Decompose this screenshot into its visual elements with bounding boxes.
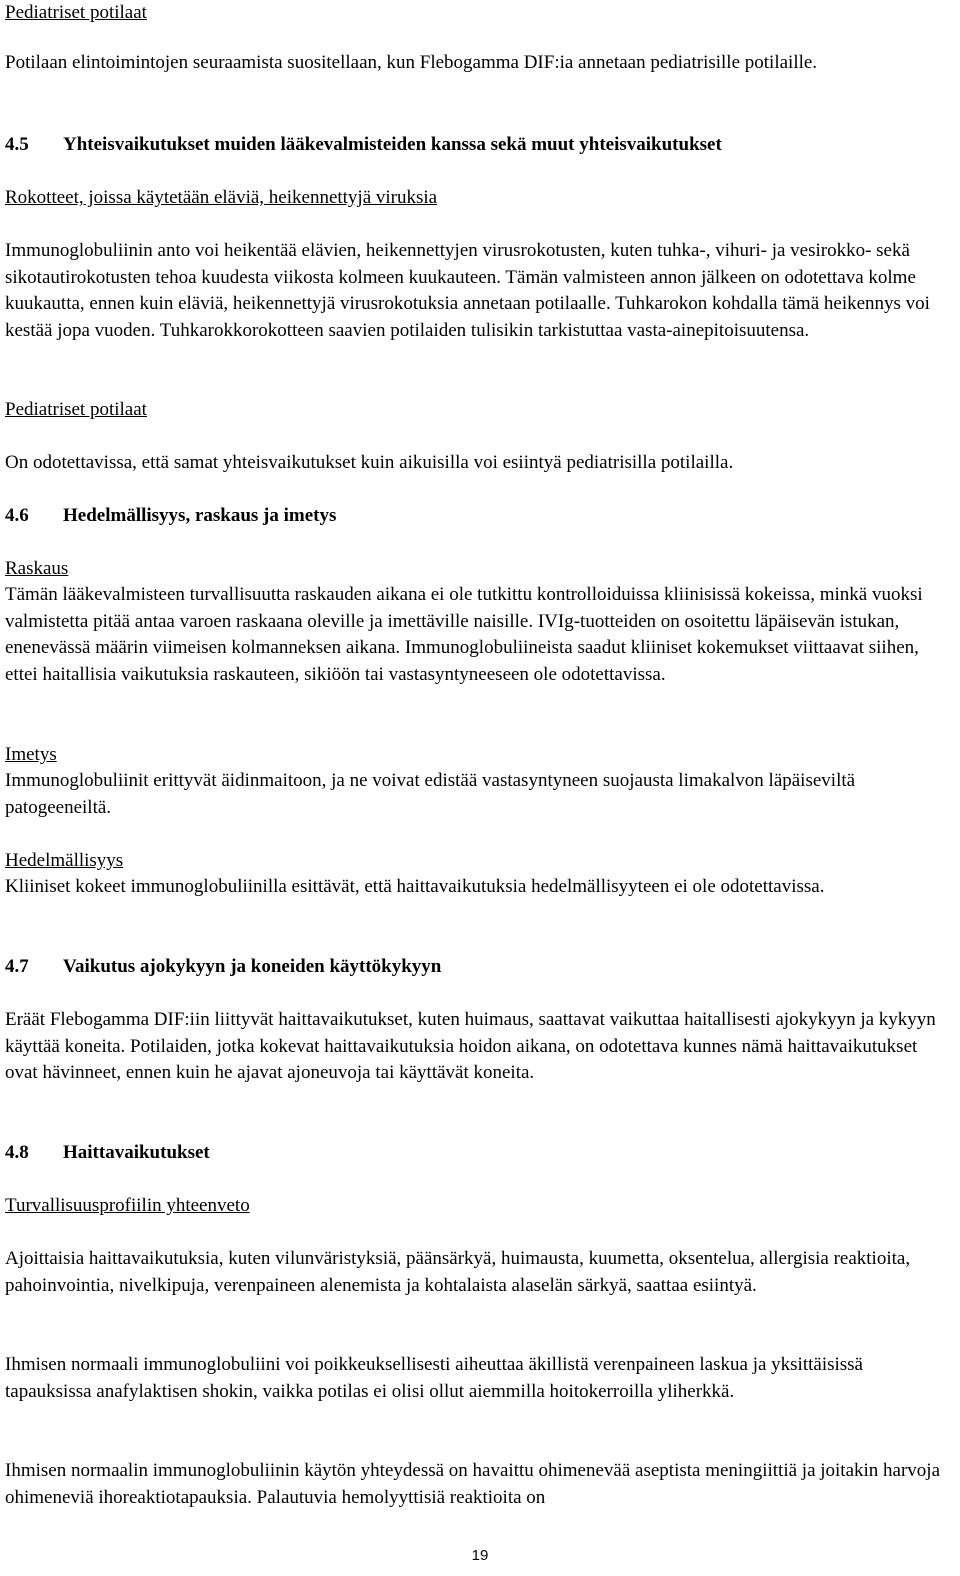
section-heading-4-5 — [5, 132, 722, 159]
paragraph-vaccine-interaction: Immunoglobuliinin anto voi heikentää elävien, heikennettyjen virusrokotusten, kuten tuhka-, vihuri- ja vesirokko- sekä sikotautirokotusten tehoa kuudesta viikosta kolmeen kuukauteen. Tämän valmisteen annon jälkeen on odotettava kolme kuukautta, ennen kuin eläviä, heikennettyjä virusrokotuksia annetaan potilaalle. Tuhkarokon kohdalla tämä heikennys voi kestää jopa vuoden. Tuhkarokkorokotteen saavien potilaiden tulisikin tarkistuttaa vasta-ainepitoisuutensa. — [5, 240, 930, 341]
section-number: 4.7 — [5, 956, 29, 977]
paragraph-meningitis: Ihmisen normaalin immunoglobuliinin käytön yhteydessä on havaittu ohimenevää aseptista meningiittiä ja joitakin harvoja ohimeneviä ihoreaktiotapauksia. Palautuvia hemolyyttisiä reaktioita on — [5, 1460, 941, 1508]
subheading-safety-profile: Turvallisuusprofiilin yhteenveto — [5, 1195, 250, 1216]
subheading-live-vaccines: Rokotteet, joissa käytetään eläviä, heikennettyjä viruksia — [5, 187, 438, 208]
paragraph-driving: Eräät Flebogamma DIF:iin liittyvät haittavaikutukset, kuten huimaus, saattavat vaikuttaa haitallisesti ajokykyyn ja kykyyn käyttää koneita. Potilaiden, jotka kokevat haittavaikutuksia hoidon aikana, on odotettava kunnes nämä haittavaikutukset ovat hävinneet, ennen kuin he ajavat ajoneuvoja tai käyttävät koneita. — [5, 1009, 936, 1083]
subheading-breastfeeding: Imetys — [5, 744, 57, 765]
section-heading-4-7 — [5, 954, 441, 981]
page-number: 19 — [471, 1547, 489, 1564]
paragraph-pregnancy: Tämän lääkevalmisteen turvallisuutta raskauden aikana ei ole tutkittu kontrolloiduissa kliinisissä kokeissa, minkä vuoksi valmistetta pitää antaa varoen raskaana oleville ja imettäville naisille. IVIg-tuotteiden on osoitettu läpäisevän istukan, enenevässä määrin viimeisen kolmanneksen aikana. Immunoglobuliineista saadut kliiniset kokemukset viittaavat siihen, ettei haitallisia vaikutuksia raskauteen, sikiöön tai vastasyntyneeseen ole odotettavissa. — [5, 584, 923, 685]
section-title: Yhteisvaikutukset muiden lääkevalmisteiden kanssa sekä muut yhteisvaikutukset — [63, 134, 722, 155]
subheading-pediatric-patients-1: Pediatriset potilaat — [5, 2, 147, 23]
subheading-pediatric-patients-2: Pediatriset potilaat — [5, 399, 147, 420]
section-heading-4-6 — [5, 503, 336, 530]
subheading-pregnancy: Raskaus — [5, 558, 69, 579]
paragraph-pediatric-interactions: On odotettavissa, että samat yhteisvaikutukset kuin aikuisilla voi esiintyä pediatrisilla potilailla. — [5, 452, 734, 473]
paragraph-adverse-effects: Ajoittaisia haittavaikutuksia, kuten vilunväristyksiä, päänsärkyä, huimausta, kuumetta, oksentelua, allergisia reaktioita, pahoinvointia, nivelkipuja, verenpaineen alenemista ja kohtalaista alaselän särkyä, saattaa esiintyä. — [5, 1248, 911, 1296]
subheading-fertility: Hedelmällisyys — [5, 850, 124, 871]
section-title: Haittavaikutukset — [63, 1142, 210, 1163]
paragraph-pediatric-monitoring: Potilaan elintoimintojen seuraamista suositellaan, kun Flebogamma DIF:ia annetaan pediatrisille potilaille. — [5, 52, 818, 73]
section-title: Vaikutus ajokykyyn ja koneiden käyttökykyyn — [63, 956, 442, 977]
paragraph-anaphylaxis: Ihmisen normaali immunoglobuliini voi poikkeuksellisesti aiheuttaa äkillistä verenpaineen laskua ja yksittäisissä tapauksissa anafylaktisen shokin, vaikka potilas ei olisi ollut aiemmilla hoitokerroilla yliherkkä. — [5, 1354, 863, 1402]
section-number: 4.5 — [5, 134, 29, 155]
paragraph-breastfeeding: Immunoglobuliinit erittyvät äidinmaitoon, ja ne voivat edistää vastasyntyneen suojausta limakalvon läpäiseviltä patogeeneiltä. — [5, 770, 856, 818]
section-number: 4.6 — [5, 505, 29, 526]
section-title: Hedelmällisyys, raskaus ja imetys — [63, 505, 337, 526]
paragraph-fertility: Kliiniset kokeet immunoglobuliinilla esittävät, että haittavaikutuksia hedelmällisyyteen ei ole odotettavissa. — [5, 876, 825, 897]
section-number: 4.8 — [5, 1142, 29, 1163]
section-heading-4-8 — [5, 1140, 210, 1167]
